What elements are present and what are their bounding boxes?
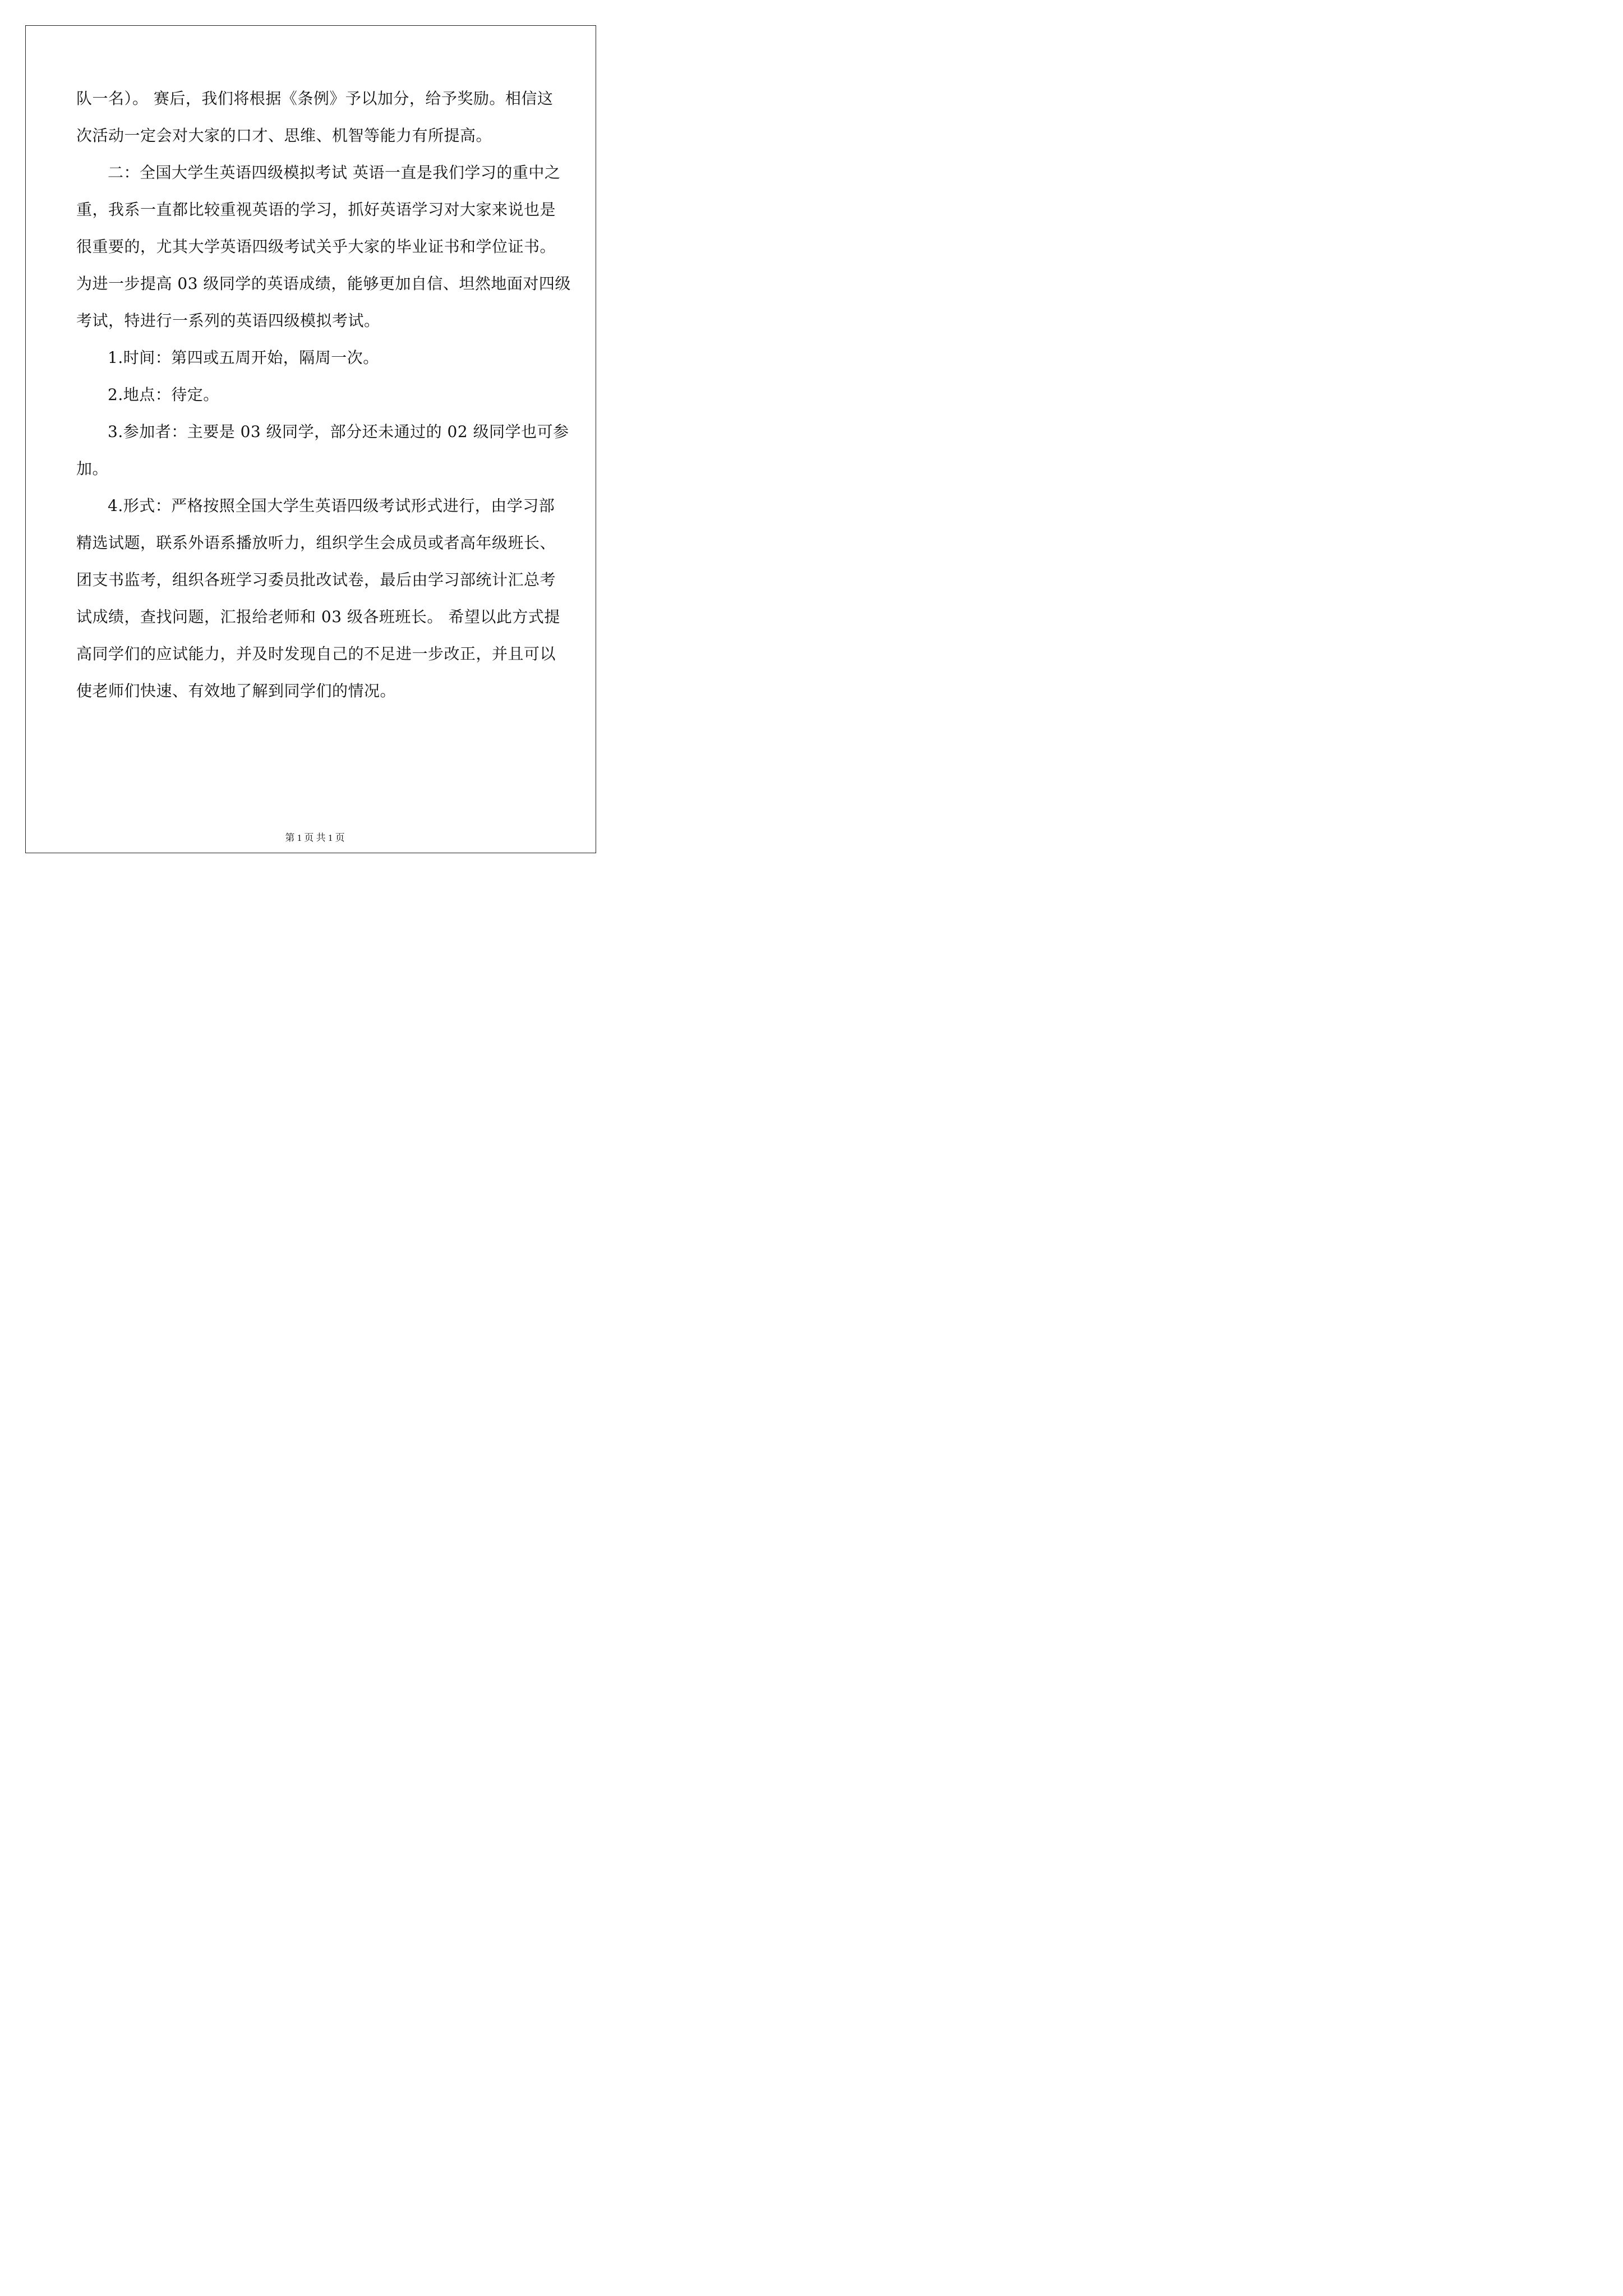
text-line: 很重要的，尤其大学英语四级考试关乎大家的毕业证书和学位证书。	[76, 237, 556, 256]
document-body	[76, 80, 571, 710]
text-line: 精选试题，联系外语系播放听力，组织学生会成员或者高年级班长、	[76, 533, 556, 552]
list-item-participants: 3.参加者：主要是 03 级同学，部分还未通过的 02 级同学也可参	[108, 422, 569, 441]
text-line: 加。	[76, 459, 109, 478]
text-line: 队一名）。 赛后，我们将根据《条例》予以加分，给予奖励。相信这	[76, 89, 554, 108]
text-line: 高同学们的应试能力，并及时发现自己的不足进一步改正，并且可以	[76, 645, 556, 663]
page-number-footer: 第 1 页 共 1 页	[285, 832, 345, 843]
text-line: 重，我系一直都比较重视英语的学习，抓好英语学习对大家来说也是	[76, 200, 556, 219]
text-line: 试成绩，查找问题，汇报给老师和 03 级各班班长。 希望以此方式提	[76, 608, 560, 626]
list-item-format: 4.形式：严格按照全国大学生英语四级考试形式进行，由学习部	[108, 496, 555, 515]
text-line: 次活动一定会对大家的口才、思维、机智等能力有所提高。	[76, 126, 492, 145]
list-item-location: 2.地点：待定。	[108, 385, 219, 404]
list-item-time: 1.时间：第四或五周开始，隔周一次。	[108, 348, 379, 367]
text-line: 使老师们快速、有效地了解到同学们的情况。	[76, 682, 396, 700]
text-line: 为进一步提高 03 级同学的英语成绩，能够更加自信、坦然地面对四级	[76, 274, 571, 293]
text-line: 团支书监考，组织各班学习委员批改试卷，最后由学习部统计汇总考	[76, 570, 556, 589]
text-line: 考试，特进行一系列的英语四级模拟考试。	[76, 311, 380, 330]
section-heading-line: 二：全国大学生英语四级模拟考试 英语一直是我们学习的重中之	[108, 163, 561, 182]
